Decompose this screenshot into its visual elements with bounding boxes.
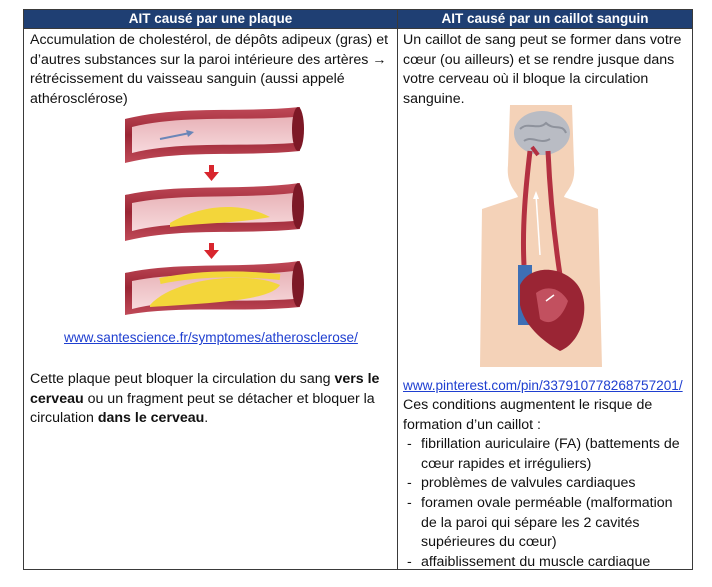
consequence-bold-in-brain: dans le cerveau: [97, 410, 205, 427]
content-row: [24, 29, 693, 570]
plaque-desc-part2: rétrécissement du vaisseau sanguin (aussi appelé athérosclérose): [30, 71, 345, 107]
header-row: [24, 10, 693, 29]
consequence-bold-brain: vers le cerveau: [30, 371, 380, 407]
cell-plaque: [24, 29, 398, 570]
list-item: - foramen ovale perméable (malformation de la paroi qui sépare les 2 cavités supérieures du cœur): [403, 494, 687, 553]
arrow-down-icon-2: [204, 243, 219, 259]
list-item: - affaiblissement du muscle cardiaque: [403, 553, 687, 573]
vessel-healthy: [125, 107, 304, 163]
header-caillot: AIT causé par un caillot sanguin: [398, 10, 693, 29]
cell-caillot: [398, 29, 693, 570]
santescience-link[interactable]: www.santescience.fr/symptomes/atherosclerose/: [64, 330, 358, 345]
caillot-description: Un caillot de sang peut se former dans votre cœur (ou ailleurs) et se rendre jusque dans votre cerveau où il bloque la circulation sanguine.: [403, 32, 682, 107]
consequence-period: .: [204, 410, 209, 427]
consequence-part1: Cette plaque peut bloquer la circulation du sang: [30, 371, 335, 387]
vessel-blocked: [125, 261, 304, 315]
vessel-partial-plaque: [125, 183, 304, 241]
consequence-part2: ou un fragment peut se détacher et bloquer la circulation: [30, 390, 375, 427]
atherosclerosis-illustration: [120, 105, 305, 315]
header-plaque: AIT causé par une plaque: [24, 10, 398, 29]
clot-path-illustration: [480, 105, 602, 367]
right-arrow-icon: →: [372, 51, 387, 68]
arrow-down-icon-1: [204, 165, 219, 181]
plaque-consequence: [30, 370, 391, 429]
conditions-intro: Ces conditions augmentent le risque de formation d’un caillot :: [403, 397, 653, 433]
brain-icon: [514, 111, 570, 155]
list-item: - problèmes de valvules cardiaques: [403, 474, 687, 494]
plaque-description: [30, 31, 391, 109]
conditions-list: [403, 435, 687, 572]
conditions-block: [403, 396, 687, 572]
plaque-desc-part1: Accumulation de cholestérol, de dépôts adipeux (gras) et d’autres substances sur la paroi intérieure des artères: [30, 32, 389, 68]
list-item: - fibrillation auriculaire (FA) (battements de cœur rapides et irréguliers): [403, 435, 687, 474]
ait-comparison-table: [23, 9, 693, 570]
pinterest-link[interactable]: www.pinterest.com/pin/337910778268757201/: [403, 378, 683, 393]
